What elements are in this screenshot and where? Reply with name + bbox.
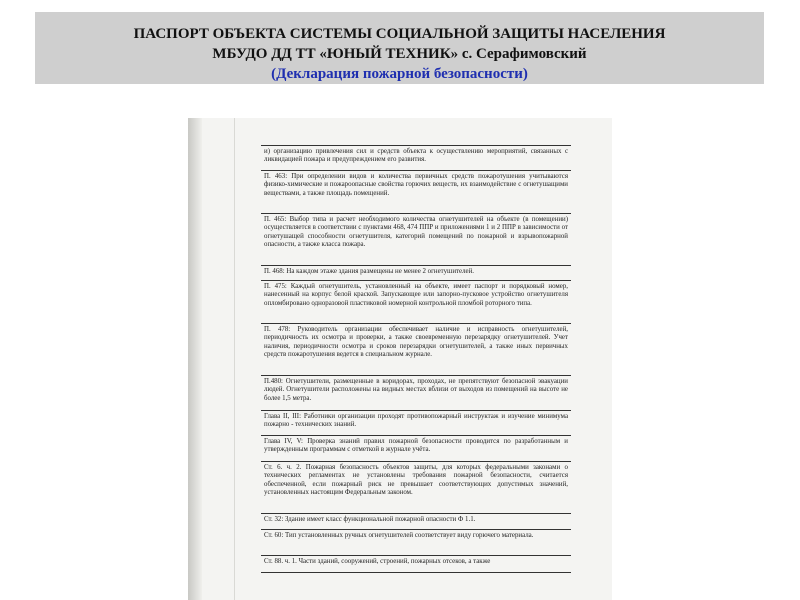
title-line-2: МБУДО ДД ТТ «ЮНЫЙ ТЕХНИК» с. Серафимовский — [212, 46, 587, 62]
table-row: П. 475: Каждый огнетушитель, установленный на объекте, имеет паспорт и порядковый номер, нанесенный на корпус белой краской. Запускающее или запорно-пусковое устройство огнетушителя опломбировано одноразовой пластиковой номерной контрольной пломбой роторного типа. — [261, 281, 571, 324]
table-row: Ст. 88. ч. 1. Части зданий, сооружений, строений, пожарных отсеков, а также — [261, 556, 571, 573]
scanned-document-page — [188, 118, 612, 600]
table-row: Глава II, III: Работники организации проходят противопожарный инструктаж и изучение минимума пожарно - технических знаний. — [261, 411, 571, 436]
page-margin-line — [234, 118, 235, 600]
table-row: П. 463: При определении видов и количества первичных средств пожаротушения учитываются физико-химические и пожароопасные свойства горючих веществ, их взаимодействие с огнетушащими веществами, а также площадь помещений. — [261, 171, 571, 214]
slide-title-banner — [35, 12, 764, 84]
table-row: и) организацию привлечения сил и средств объекта к осуществлению мероприятий, связанных с ликвидацией пожара и предупреждением его развития. — [261, 146, 571, 171]
declaration-table — [261, 145, 571, 573]
page-edge-shadow — [188, 118, 202, 600]
table-row: Ст. 32: Здание имеет класс функциональной пожарной опасности Ф 1.1. — [261, 514, 571, 530]
table-row: П.480: Огнетушители, размещенные в коридорах, проходах, не препятствуют безопасной эвакуации людей. Огнетушители расположены на видных местах вблизи от выходов из помещений на высоте не более 1,5 метра. — [261, 376, 571, 411]
table-row: П. 468: На каждом этаже здания размещены не менее 2 огнетушителей. — [261, 266, 571, 281]
table-row: П. 478: Руководитель организации обеспечивает наличие и исправность огнетушителей, периодичность их осмотра и проверки, а также своевременную перезарядку огнетушителей. Учет наличия, периодичности осмотра и сроков перезарядки огнетушителей, а также иных первичных средств пожаротушения ведется в специальном журнале. — [261, 324, 571, 376]
table-row: П. 465: Выбор типа и расчет необходимого количества огнетушителей на объекте (в помещении) осуществляется в соответствии с пунктами 468, 474 ППР и приложениями 1 и 2 ППР в зависимости от огнетушащей способности огнетушителя, категорий помещений по пожарной и взрывопожарной опасности, а также класса пожара. — [261, 214, 571, 266]
table-row: Ст. 60: Тип установленных ручных огнетушителей соответствует виду горючего материала. — [261, 530, 571, 556]
table-row: Ст. 6. ч. 2. Пожарная безопасность объектов защиты, для которых федеральными законами о технических регламентах не установлены требования пожарной безопасности, считается обеспеченной, если пожарный риск не превышает соответствующих допустимых значений, установленных настоящим Федеральным законом. — [261, 462, 571, 514]
title-subtitle: (Декларация пожарной безопасности) — [271, 66, 528, 82]
title-line-1: ПАСПОРТ ОБЪЕКТА СИСТЕМЫ СОЦИАЛЬНОЙ ЗАЩИТЫ НАСЕЛЕНИЯ — [133, 26, 666, 42]
table-row: Глава IV, V: Проверка знаний правил пожарной безопасности проводится по разработанным и утвержденным программам с отметкой в журнале учёта. — [261, 436, 571, 462]
